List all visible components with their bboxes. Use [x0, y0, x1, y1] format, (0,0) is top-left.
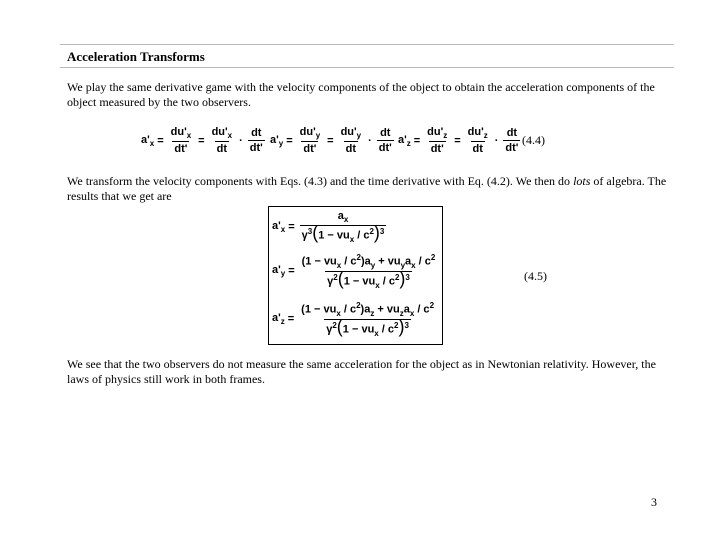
equation-ay: $a'_y$ = $\frac{du'_y}{dt'}$ = $\frac{du'_y}{dt}$ · $\frac{dt}{dt'}$	[270, 126, 392, 156]
equation-az: $a'_z$ = $\frac{du'_z}{dt'}$ = $\frac{du'_z}{dt}$ · $\frac{dt}{dt'}$	[398, 126, 519, 156]
title-underline	[60, 67, 674, 68]
paragraph-intro: We play the same derivative game with the velocity components of the object to obtain the acceleration components of the object measured by the two observers.	[67, 80, 655, 109]
equation-number-4-5: (4.5)	[524, 269, 547, 283]
equation-az-transformed: $a'_z$ = $\frac{(1 - vu_x / c^2)a_z + vu_za_x / c^2}{\gamma^2(1 - vu_x / c^2)^3}$	[272, 301, 435, 338]
emphasis-lots: lots	[573, 174, 591, 188]
equation-ax: $a'_x$ = $\frac{du'_x}{dt'}$ = $\frac{du'_x}{dt}$ · $\frac{dt}{dt'}$	[141, 126, 263, 156]
paragraph-transform-pre: We transform the velocity components with Eqs. (4.3) and the time derivative with Eq. (4.2). We then do	[67, 174, 574, 188]
equation-number-4-4: (4.4)	[522, 133, 545, 147]
paragraph-conclusion: We see that the two observers do not measure the same acceleration for the object as in Newtonian relativity. However, the laws of physics still work in both frames.	[67, 357, 656, 386]
slide-title: Acceleration Transforms	[67, 49, 205, 64]
equation-ay-transformed: $a'_y$ = $\frac{(1 - vu_x / c^2)a_y + vu_ya_x / c^2}{\gamma^2(1 - vu_x / c^2)^3}$	[272, 253, 436, 290]
paragraph-transform-post: of algebra. The results that we get are	[67, 174, 667, 203]
top-rule	[60, 44, 674, 45]
equation-ax-transformed: $a'_x$ = $\frac{a_x}{\gamma^3(1 - vu_x / c^2)^3}$	[272, 210, 385, 245]
page-number: 3	[651, 495, 657, 509]
paragraph-transform	[67, 174, 667, 204]
